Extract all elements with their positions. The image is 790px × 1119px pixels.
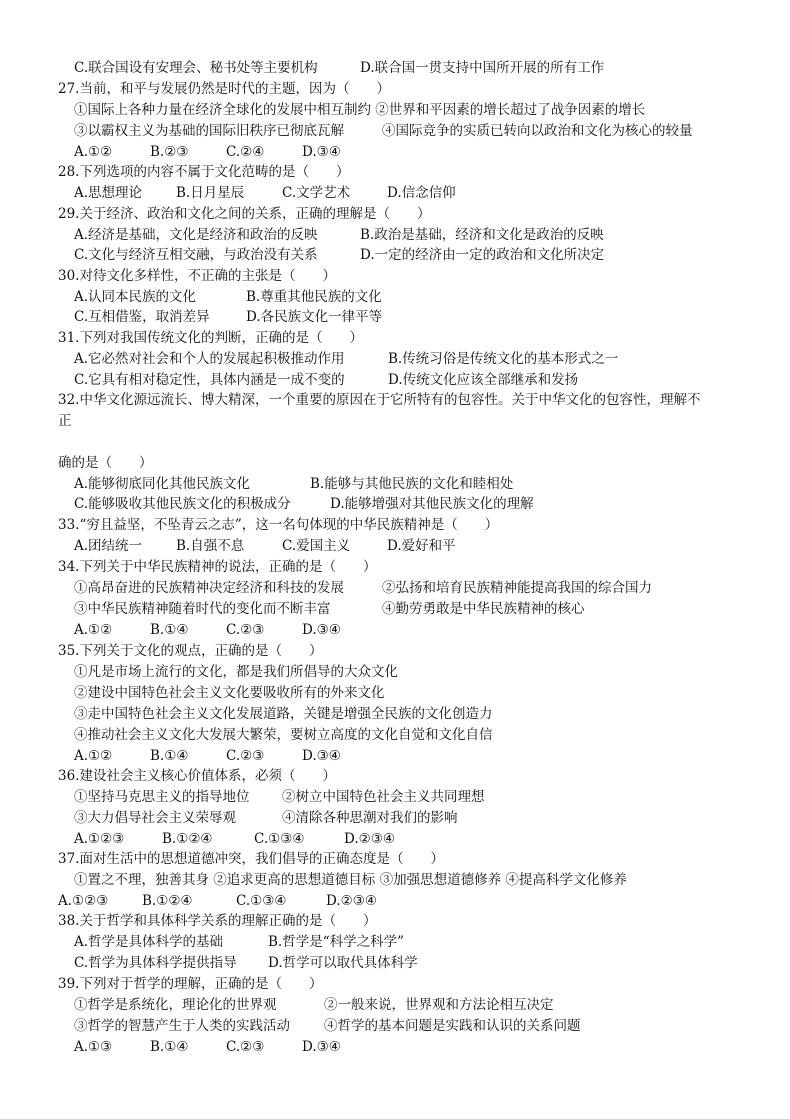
option-b: B.传统习俗是传统文化的基本形式之一 <box>388 351 619 367</box>
question-31: 31.下列对我国传统文化的判断，正确的是（ ） <box>58 330 363 346</box>
option-b: B.①②④ <box>162 831 213 847</box>
option-c: C.①③④ <box>254 831 305 847</box>
option-b: B.②③ <box>150 144 189 160</box>
option-d: D.一定的经济由一定的政治和文化所决定 <box>360 247 605 263</box>
option-c: C.联合国设有安理会、秘书处等主要机构 <box>74 60 318 76</box>
option-a: A.①② <box>74 144 113 160</box>
statement-4: ④哲学的基本问题是实践和认识的关系问题 <box>324 1018 581 1034</box>
statement-3: ③以霸权主义为基础的国际旧秩序已彻底瓦解 <box>74 123 344 139</box>
option-b: B.政治是基础，经济和文化是政治的反映 <box>360 227 604 243</box>
question-35: 35.下列关于文化的观点，正确的是（ ） <box>58 643 323 659</box>
option-a: A.①③ <box>74 1039 113 1055</box>
option-c: C.哲学为具体科学提供指导 <box>74 955 237 971</box>
option-c: C.能够吸收其他民族文化的积极成分 <box>74 496 291 512</box>
question-30: 30.对待文化多样性，不正确的主张是（ ） <box>58 268 336 284</box>
question-36: 36.建设社会主义核心价值体系，必须（ ） <box>58 768 336 784</box>
question-27: 27.当前，和平与发展仍然是时代的主题，因为（ ） <box>58 81 390 97</box>
option-c: C.②③ <box>226 622 265 638</box>
option-c: C.文学艺术 <box>282 185 351 201</box>
option-a: A.团结统一 <box>74 538 143 554</box>
statement-line: ①国际上各种力量在经济全球化的发展中相互制约 ②世界和平因素的增长超过了战争因素的增长 <box>74 102 646 118</box>
option-d: D.②③④ <box>326 893 377 909</box>
option-a: A.①②③ <box>58 893 109 909</box>
option-c: C.②③ <box>226 748 265 764</box>
option-b: B.能够与其他民族的文化和睦相处 <box>310 476 514 492</box>
option-b: B.①④ <box>150 748 189 764</box>
statement-4: ④国际竞争的实质已转向以政治和文化为核心的较量 <box>382 123 693 139</box>
option-a: A.它必然对社会和个人的发展起积极推动作用 <box>74 351 345 367</box>
option-b: B.尊重其他民族的文化 <box>246 289 382 305</box>
option-d: D.②③④ <box>344 831 395 847</box>
statement-3: ③走中国特色社会主义文化发展道路，关键是增强全民族的文化创造力 <box>74 706 493 722</box>
statement-1: ①凡是市场上流行的文化，都是我们所倡导的大众文化 <box>74 664 398 680</box>
statement-1: ①高昂奋进的民族精神决定经济和科技的发展 <box>74 580 344 596</box>
option-c: C.爱国主义 <box>282 538 351 554</box>
question-33: 33.“穷且益坚，不坠青云之志”，这一名句体现的中华民族精神是（ ） <box>58 517 499 533</box>
statement-1: ①坚持马克思主义的指导地位 <box>74 789 250 805</box>
question-37: 37.面对生活中的思想道德冲突，我们倡导的正确态度是（ ） <box>58 851 444 867</box>
option-c: C.互相借鉴，取消差异 <box>74 309 210 325</box>
option-a: A.①② <box>74 622 113 638</box>
question-29: 29.关于经济、政治和文化之间的关系，正确的理解是（ ） <box>58 206 431 222</box>
option-a: A.经济是基础，文化是经济和政治的反映 <box>74 227 318 243</box>
option-c: C.②④ <box>226 144 265 160</box>
statement-line: ①置之不理，独善其身 ②追求更高的思想道德目标 ③加强思想道德修养 ④提高科学文化修养 <box>74 872 627 888</box>
question-32-continued: 确的是（ ） <box>58 455 153 471</box>
question-38: 38.关于哲学和具体科学关系的理解正确的是（ ） <box>58 913 377 929</box>
option-d: D.爱好和平 <box>387 538 456 554</box>
option-a: A.①② <box>74 748 113 764</box>
question-39: 39.下列对于哲学的理解，正确的是（ ） <box>58 976 323 992</box>
statement-2: ②弘扬和培育民族精神能提高我国的综合国力 <box>382 580 652 596</box>
option-d: D.传统文化应该全部继承和发扬 <box>388 372 579 388</box>
option-a: A.①②③ <box>74 831 125 847</box>
option-a: A.哲学是具体科学的基础 <box>74 934 224 950</box>
option-d: D.③④ <box>302 144 341 160</box>
option-b: B.日月星辰 <box>176 185 245 201</box>
option-b: B.哲学是“科学之科学” <box>268 934 405 950</box>
statement-4: ④推动社会主义文化大发展大繁荣，要树立高度的文化自觉和文化自信 <box>74 727 493 743</box>
option-c: C.②③ <box>226 1039 265 1055</box>
option-d: D.信念信仰 <box>387 185 456 201</box>
option-d: D.各民族文化一律平等 <box>246 309 383 325</box>
statement-2: ②一般来说，世界观和方法论相互决定 <box>324 997 554 1013</box>
option-b: B.①②④ <box>142 893 193 909</box>
question-32: 32.中华文化源远流长、博大精深，一个重要的原因在于它所特有的包容性。关于中华文化的包容性，理解不 <box>58 392 701 408</box>
option-c: C.它具有相对稳定性，具体内涵是一成不变的 <box>74 372 345 388</box>
statement-2: ②建设中国特色社会主义文化要吸收所有的外来文化 <box>74 685 385 701</box>
option-d: D.能够增强对其他民族文化的理解 <box>330 496 534 512</box>
question-32-wrap: 正 <box>58 413 72 429</box>
question-28: 28.下列选项的内容不属于文化范畴的是（ ） <box>58 164 350 180</box>
question-34: 34.下列关于中华民族精神的说法，正确的是（ ） <box>58 559 377 575</box>
statement-3: ③哲学的智慧产生于人类的实践活动 <box>74 1018 290 1034</box>
option-a: A.思想理论 <box>74 185 143 201</box>
option-d: D.联合国一贯支持中国所开展的所有工作 <box>360 60 605 76</box>
option-d: D.③④ <box>302 622 341 638</box>
option-d: D.③④ <box>302 1039 341 1055</box>
statement-3: ③中华民族精神随着时代的变化而不断丰富 <box>74 601 331 617</box>
option-d: D.③④ <box>302 748 341 764</box>
option-a: A.能够彻底同化其他民族文化 <box>74 476 251 492</box>
option-c: C.文化与经济互相交融，与政治没有关系 <box>74 247 318 263</box>
option-a: A.认同本民族的文化 <box>74 289 197 305</box>
option-c: C.①③④ <box>236 893 287 909</box>
statement-4: ④勤劳勇敢是中华民族精神的核心 <box>382 601 585 617</box>
option-d: D.哲学可以取代具体科学 <box>268 955 418 971</box>
option-b: B.自强不息 <box>176 538 245 554</box>
statement-3: ③大力倡导社会主义荣辱观 <box>74 810 236 826</box>
statement-4: ④清除各种思潮对我们的影响 <box>282 810 458 826</box>
option-b: B.①④ <box>150 622 189 638</box>
option-b: B.①④ <box>150 1039 189 1055</box>
statement-1: ①哲学是系统化，理论化的世界观 <box>74 997 277 1013</box>
statement-2: ②树立中国特色社会主义共同理想 <box>282 789 485 805</box>
